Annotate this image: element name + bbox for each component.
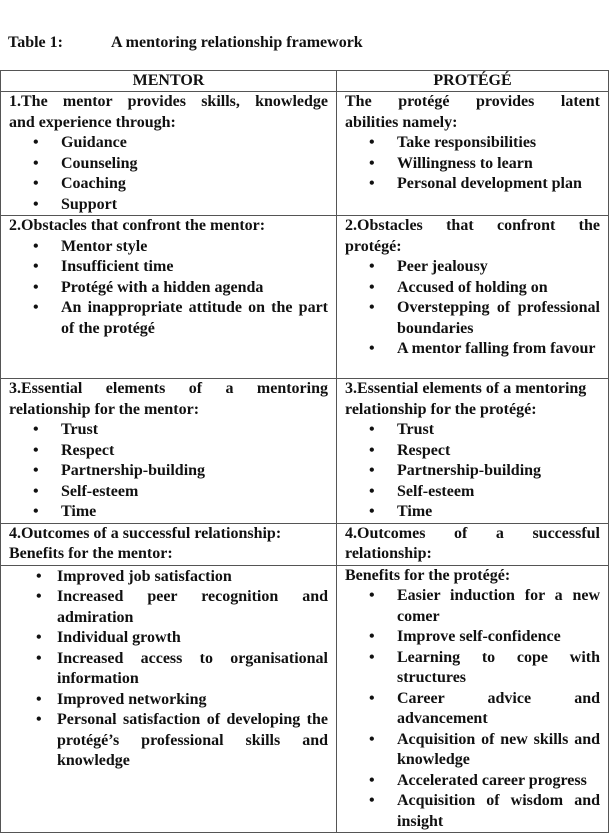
list-item: • Acquisition of wisdom and insight (345, 791, 600, 832)
list-item: • Easier induction for a new comer (345, 586, 600, 627)
table-row (1, 92, 609, 216)
list-item: • Trust (9, 420, 328, 441)
cell-intro: relationship for the protégé: (345, 400, 537, 418)
table-row (1, 565, 609, 833)
cell-intro: relationship for the mentor: (9, 400, 200, 418)
list-item: • Respect (9, 441, 328, 462)
mentor-cell (1, 216, 337, 379)
cell-intro: abilities namely: (345, 113, 458, 131)
list-item: • A mentor falling from favour (345, 339, 600, 360)
cell-intro: protégé: (345, 237, 402, 255)
table-row (1, 379, 609, 524)
list-item: • Take responsibilities (345, 133, 600, 154)
header-row (1, 71, 609, 92)
list-item: • Career advice and advancement (345, 689, 600, 730)
cell-intro: 2.Obstacles that confront the mentor: (9, 217, 266, 234)
protege-cell (337, 379, 609, 524)
list-item: • Coaching (9, 174, 328, 195)
list-item: • Counseling (9, 154, 328, 175)
header-mentor: MENTOR (1, 71, 337, 92)
mentor-cell (1, 523, 337, 565)
cell-intro: and experience through: (9, 113, 176, 131)
cell-intro: Benefits for the protégé: (345, 566, 511, 584)
list-item: • Overstepping of professional boundaries (345, 298, 600, 339)
list-item: • Increased peer recognition and admiration (9, 587, 328, 628)
list-item: • Guidance (9, 133, 328, 154)
cell-intro: 4.Outcomes of a successful (345, 524, 600, 542)
cell-intro: 4.Outcomes of a successful relationship: (9, 524, 282, 542)
list-item: • Protégé with a hidden agenda (9, 278, 328, 299)
protege-cell (337, 523, 609, 565)
protege-cell (337, 92, 609, 216)
list-item: • Trust (345, 420, 600, 441)
list-item: • Self-esteem (345, 482, 600, 503)
list-item: • Partnership-building (9, 461, 328, 482)
table-label: Table 1: (8, 34, 63, 51)
cell-intro: Benefits for the mentor: (9, 545, 173, 562)
mentor-cell (1, 565, 337, 833)
list-item: • Improved job satisfaction (9, 567, 328, 588)
table-row (1, 523, 609, 565)
protege-cell (337, 565, 609, 833)
list-item: • Time (345, 502, 600, 523)
list-item: • Personal satisfaction of developing the protégé’s professional skills and knowledge (9, 710, 328, 772)
list-item: • Personal development plan (345, 174, 600, 195)
mentor-cell (1, 379, 337, 524)
list-item: • Insufficient time (9, 257, 328, 278)
table-row (1, 216, 609, 379)
list-item: • Learning to cope with structures (345, 648, 600, 689)
list-item: • Self-esteem (9, 482, 328, 503)
list-item: • Acquisition of new skills and knowledge (345, 730, 600, 771)
cell-intro: 2.Obstacles that confront the (345, 217, 600, 234)
cell-intro: 3.Essential elements of a mentoring (9, 380, 328, 397)
list-item: • Accused of holding on (345, 278, 600, 299)
protege-cell (337, 216, 609, 379)
mentoring-framework-table (0, 70, 609, 833)
cell-intro: 3.Essential elements of a mentoring (345, 380, 587, 397)
cell-intro: relationship: (345, 545, 432, 562)
list-item: • Improve self-confidence (345, 627, 600, 648)
table-title: A mentoring relationship framework (111, 34, 363, 51)
list-item: • Increased access to organisational information (9, 649, 328, 690)
list-item: • Peer jealousy (345, 257, 600, 278)
list-item: • Willingness to learn (345, 154, 600, 175)
header-protege: PROTÉGÉ (337, 71, 609, 92)
list-item: • Mentor style (9, 237, 328, 258)
cell-intro: The protégé provides latent (345, 93, 600, 110)
list-item: • Improved networking (9, 690, 328, 711)
list-item: • Partnership-building (345, 461, 600, 482)
list-item: • Time (9, 502, 328, 523)
mentor-cell (1, 92, 337, 216)
list-item: • Individual growth (9, 628, 328, 649)
list-item: • An inappropriate attitude on the part of the protégé (9, 298, 328, 339)
list-item: • Accelerated career progress (345, 771, 600, 792)
table-caption (8, 33, 363, 54)
list-item: • Respect (345, 441, 600, 462)
cell-intro: 1.The mentor provides skills, knowledge (9, 93, 328, 110)
list-item: • Support (9, 195, 328, 216)
